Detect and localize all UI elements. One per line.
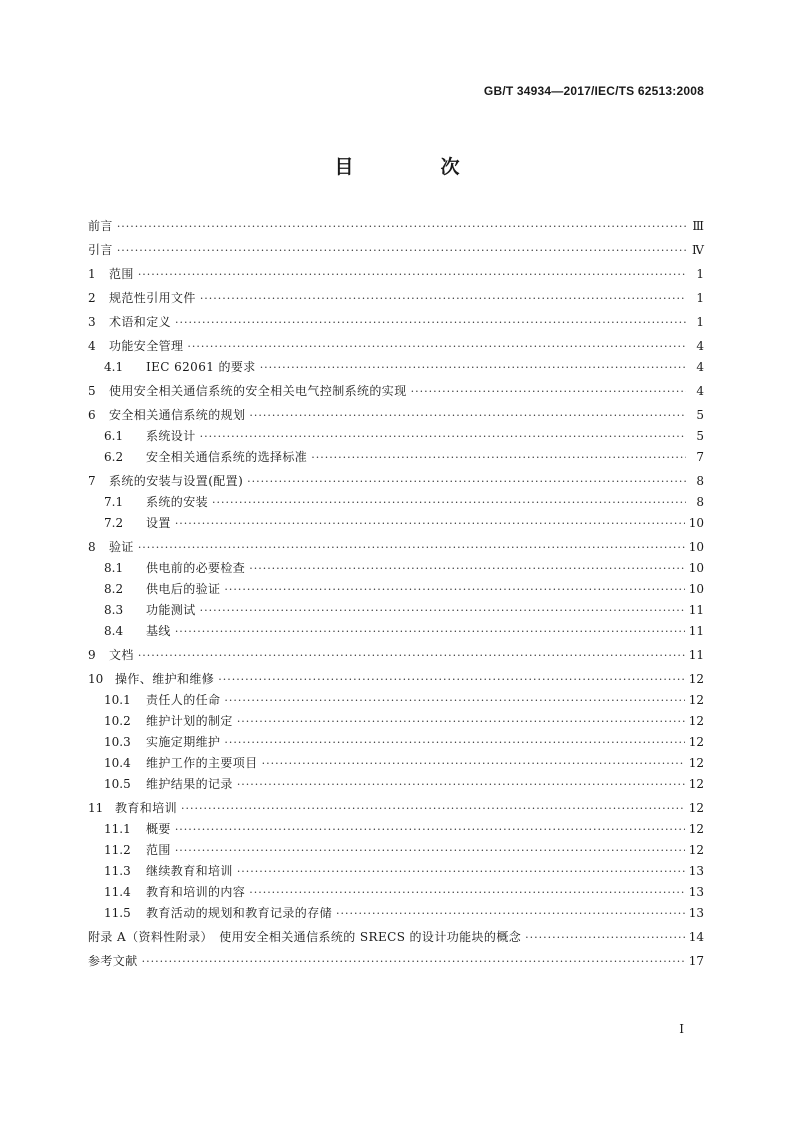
toc-entry-page: 10 (688, 540, 704, 554)
toc-dot-leader (260, 357, 686, 378)
toc-entry-title: 范围 (109, 267, 134, 281)
toc-entry-title: 维护结果的记录 (146, 777, 233, 791)
toc-entry-title: 设置 (146, 516, 171, 530)
toc-dot-leader (175, 513, 685, 534)
toc-entry-page: 5 (696, 408, 704, 422)
toc-dot-leader (181, 798, 685, 819)
toc-entry-title: 系统设计 (146, 429, 196, 443)
toc-entry[interactable] (88, 240, 704, 261)
toc-entry-title: 实施定期维护 (146, 735, 221, 749)
toc-entry[interactable] (88, 405, 704, 426)
toc-entry[interactable] (88, 753, 704, 774)
toc-dot-leader (138, 645, 685, 666)
toc-dot-leader (117, 240, 686, 261)
toc-entry[interactable] (88, 819, 704, 840)
toc-entry-number: 9 (88, 648, 96, 662)
toc-dot-leader (249, 882, 685, 903)
toc-entry-title: 附录 A（资料性附录） 使用安全相关通信系统的 SRECS 的设计功能块的概念 (88, 930, 522, 944)
toc-entry-title: 使用安全相关通信系统的安全相关电气控制系统的实现 (109, 384, 407, 398)
toc-entry-page: 12 (688, 735, 704, 749)
toc-entry-number: 4.1 (104, 360, 124, 374)
toc-entry-page: 12 (688, 843, 704, 857)
toc-entry-page: 17 (688, 954, 704, 968)
toc-entry[interactable] (88, 861, 704, 882)
toc-entry-page: 4 (696, 339, 704, 353)
toc-entry-title: 继续教育和培训 (146, 864, 233, 878)
toc-entry[interactable] (88, 264, 704, 285)
toc-entry-page: 4 (696, 360, 704, 374)
toc-entry[interactable] (88, 690, 704, 711)
toc-dot-leader (411, 381, 686, 402)
toc-entry-title: 操作、维护和维修 (115, 672, 215, 686)
toc-dot-leader (249, 405, 686, 426)
toc-entry[interactable] (88, 447, 704, 468)
toc-entry-title: 概要 (146, 822, 171, 836)
toc-entry[interactable] (88, 840, 704, 861)
toc-entry-page: 12 (688, 756, 704, 770)
table-of-contents (88, 216, 704, 972)
toc-entry-page: 12 (688, 714, 704, 728)
toc-entry-number: 4 (88, 339, 96, 353)
toc-entry-number: 8.1 (104, 561, 124, 575)
toc-dot-leader (249, 558, 685, 579)
toc-entry[interactable] (88, 537, 704, 558)
toc-entry-page: 11 (688, 648, 704, 662)
toc-entry-page: 13 (688, 906, 704, 920)
toc-entry[interactable] (88, 558, 704, 579)
toc-entry-page: 13 (688, 885, 704, 899)
toc-entry-title: IEC 62061 的要求 (146, 360, 256, 374)
toc-entry-title: 维护计划的制定 (146, 714, 233, 728)
toc-dot-leader (142, 951, 685, 972)
toc-entry-page: Ⅳ (692, 243, 704, 257)
toc-entry-title: 前言 (88, 219, 113, 233)
toc-entry-number: 7 (88, 474, 96, 488)
toc-entry[interactable] (88, 903, 704, 924)
toc-dot-leader (175, 819, 685, 840)
toc-entry-number: 5 (88, 384, 96, 398)
toc-entry[interactable] (88, 492, 704, 513)
toc-entry-number: 11.4 (104, 885, 131, 899)
toc-entry[interactable] (88, 951, 704, 972)
toc-entry-page: 12 (688, 693, 704, 707)
toc-entry-title: 供电前的必要检查 (146, 561, 246, 575)
toc-entry[interactable] (88, 621, 704, 642)
toc-entry-page: 1 (696, 315, 704, 329)
toc-entry-title: 范围 (146, 843, 171, 857)
toc-entry[interactable] (88, 669, 704, 690)
toc-dot-leader (212, 492, 686, 513)
toc-entry-page: 8 (696, 474, 704, 488)
page-title: 目 次 (334, 156, 494, 178)
toc-entry-page: 1 (696, 291, 704, 305)
toc-dot-leader (247, 471, 686, 492)
toc-entry-page: 12 (688, 777, 704, 791)
toc-entry-page: 1 (696, 267, 704, 281)
toc-entry-number: 1 (88, 267, 96, 281)
toc-entry-page: 12 (688, 801, 704, 815)
toc-entry-title: 安全相关通信系统的规划 (109, 408, 246, 422)
toc-entry[interactable] (88, 216, 704, 237)
toc-entry[interactable] (88, 336, 704, 357)
toc-entry-title: 教育和培训 (115, 801, 178, 815)
toc-entry[interactable] (88, 312, 704, 333)
toc-entry-page: 10 (688, 516, 704, 530)
toc-dot-leader (224, 690, 684, 711)
toc-entry-number: 10.2 (104, 714, 131, 728)
toc-entry[interactable] (88, 927, 704, 948)
toc-entry-title: 文档 (109, 648, 134, 662)
toc-entry-title: 系统的安装 (146, 495, 209, 509)
toc-entry-number: 7.2 (104, 516, 124, 530)
toc-entry-number: 8.4 (104, 624, 124, 638)
toc-entry-number: 11 (88, 801, 104, 815)
toc-entry-number: 3 (88, 315, 96, 329)
toc-entry-number: 2 (88, 291, 96, 305)
toc-entry-page: 12 (688, 822, 704, 836)
toc-entry-page: 11 (688, 603, 704, 617)
toc-entry-page: 8 (696, 495, 704, 509)
toc-entry[interactable] (88, 471, 704, 492)
toc-entry-title: 维护工作的主要项目 (146, 756, 258, 770)
toc-entry-title: 功能测试 (146, 603, 196, 617)
toc-entry-title: 系统的安装与设置(配置) (109, 474, 244, 488)
toc-dot-leader (218, 669, 685, 690)
toc-entry-title: 引言 (88, 243, 113, 257)
toc-entry-page: 12 (688, 672, 704, 686)
toc-entry-number: 6.1 (104, 429, 124, 443)
toc-dot-leader (138, 537, 685, 558)
toc-entry[interactable] (88, 426, 704, 447)
toc-entry[interactable] (88, 513, 704, 534)
toc-dot-leader (237, 774, 685, 795)
toc-entry-page: Ⅲ (692, 219, 704, 233)
toc-entry-title: 教育活动的规划和教育记录的存储 (146, 906, 333, 920)
toc-entry-page: 10 (688, 561, 704, 575)
toc-entry[interactable] (88, 579, 704, 600)
toc-entry[interactable] (88, 711, 704, 732)
toc-dot-leader (138, 264, 686, 285)
toc-entry[interactable] (88, 645, 704, 666)
toc-dot-leader (200, 426, 686, 447)
toc-entry[interactable] (88, 732, 704, 753)
toc-entry-number: 6 (88, 408, 96, 422)
toc-entry-number: 8.2 (104, 582, 124, 596)
toc-entry-number: 6.2 (104, 450, 124, 464)
toc-entry-title: 责任人的任命 (146, 693, 221, 707)
toc-dot-leader (224, 732, 684, 753)
toc-entry[interactable] (88, 882, 704, 903)
toc-entry-number: 11.5 (104, 906, 131, 920)
toc-entry-number: 7.1 (104, 495, 124, 509)
toc-dot-leader (175, 840, 685, 861)
toc-entry-number: 10.3 (104, 735, 131, 749)
toc-entry[interactable] (88, 381, 704, 402)
toc-entry-number: 10.4 (104, 756, 131, 770)
toc-entry-number: 10.1 (104, 693, 131, 707)
toc-entry-page: 5 (696, 429, 704, 443)
toc-dot-leader (117, 216, 686, 237)
toc-entry[interactable] (88, 798, 704, 819)
toc-entry-title: 术语和定义 (109, 315, 172, 329)
toc-dot-leader (237, 861, 685, 882)
toc-dot-leader (175, 312, 686, 333)
toc-entry-title: 验证 (109, 540, 134, 554)
toc-dot-leader (200, 288, 686, 309)
toc-entry-number: 11.2 (104, 843, 131, 857)
toc-entry-number: 10 (88, 672, 104, 686)
toc-dot-leader (224, 579, 684, 600)
toc-dot-leader (187, 336, 686, 357)
toc-entry-number: 8.3 (104, 603, 124, 617)
toc-dot-leader (262, 753, 685, 774)
toc-entry-page: 14 (688, 930, 704, 944)
toc-entry-title: 功能安全管理 (109, 339, 184, 353)
toc-dot-leader (175, 621, 685, 642)
toc-entry-page: 7 (696, 450, 704, 464)
toc-entry-title: 规范性引用文件 (109, 291, 196, 305)
toc-entry-number: 11.3 (104, 864, 131, 878)
toc-dot-leader (336, 903, 685, 924)
standard-code-header: GB/T 34934—2017/IEC/TS 62513:2008 (483, 84, 704, 98)
toc-dot-leader (311, 447, 686, 468)
page-number: Ⅰ (679, 1022, 684, 1036)
toc-entry-page: 4 (696, 384, 704, 398)
toc-dot-leader (200, 600, 685, 621)
toc-entry[interactable] (88, 600, 704, 621)
toc-entry-number: 8 (88, 540, 96, 554)
toc-entry-title: 基线 (146, 624, 171, 638)
toc-dot-leader (237, 711, 685, 732)
toc-entry[interactable] (88, 357, 704, 378)
toc-entry-page: 11 (688, 624, 704, 638)
toc-entry[interactable] (88, 774, 704, 795)
toc-entry-title: 教育和培训的内容 (146, 885, 246, 899)
toc-entry-page: 13 (688, 864, 704, 878)
toc-entry-title: 供电后的验证 (146, 582, 221, 596)
toc-entry-number: 10.5 (104, 777, 131, 791)
toc-entry-number: 11.1 (104, 822, 131, 836)
toc-entry-page: 10 (688, 582, 704, 596)
toc-entry[interactable] (88, 288, 704, 309)
toc-entry-title: 安全相关通信系统的选择标准 (146, 450, 308, 464)
toc-entry-title: 参考文献 (88, 954, 138, 968)
toc-dot-leader (525, 927, 685, 948)
